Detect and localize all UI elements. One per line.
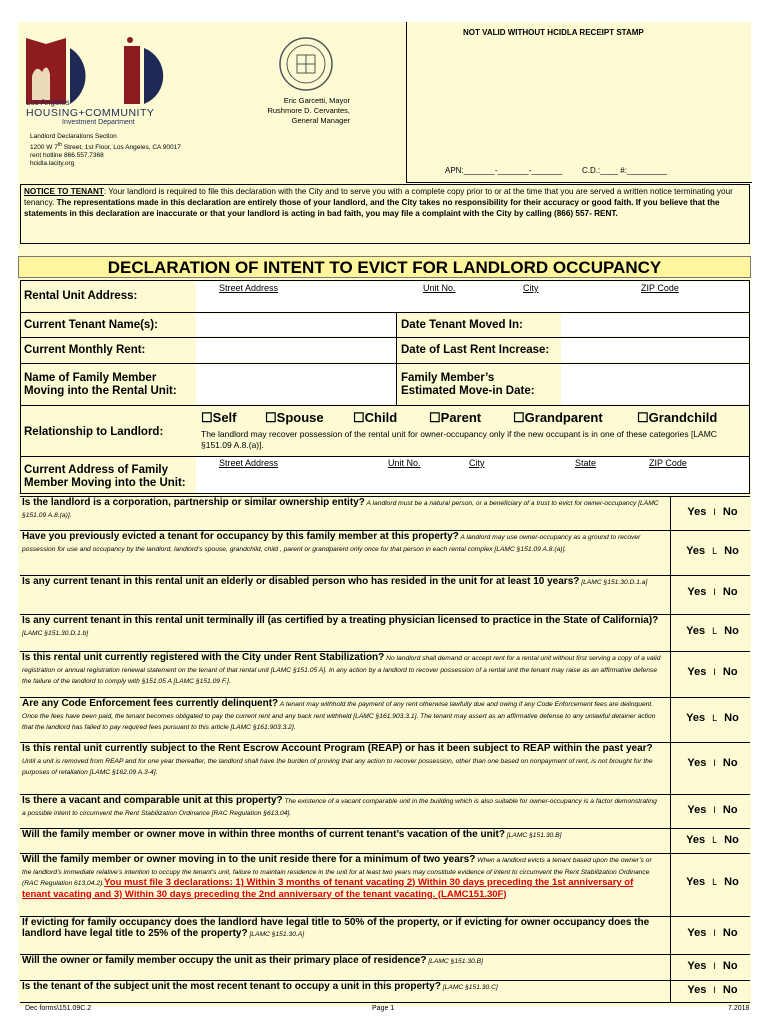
- yes-option[interactable]: Yes: [687, 757, 707, 769]
- no-option[interactable]: No: [722, 506, 738, 518]
- city-seal-icon: [278, 36, 334, 92]
- current-address-label: Current Address of Family Member Moving into the Unit:: [24, 464, 186, 489]
- yes-no-checkbox[interactable]: I: [713, 507, 716, 517]
- department-address: [30, 133, 181, 168]
- question-row: [20, 980, 750, 1002]
- yes-no-choice: [675, 876, 750, 888]
- yes-option[interactable]: Yes: [687, 984, 707, 996]
- date-moved-in-field[interactable]: [561, 314, 749, 336]
- question-note: A tenant may withhold the payment of any rent otherwise lawfully due and owing if any Code Enforcement fees are delinquent. Once the fees have been paid, the tenant becomes obligated to pay the current rent and any back rent withheld [LAMC §161.903.3.1]. The tenant may assert as an affirmative defense to any unlawful detainer action that the landlord has failed to pay required fees pursuant to this article [LAMC §161.903.3.2].: [22, 701, 656, 731]
- question-text: [22, 796, 662, 819]
- no-option[interactable]: No: [724, 545, 739, 557]
- question-text: [22, 577, 662, 589]
- yes-no-choice: [675, 834, 750, 846]
- no-option[interactable]: No: [722, 984, 738, 996]
- relationship-label: Relationship to Landlord:: [24, 426, 164, 438]
- question-label: Is the tenant of the subject unit the most recent tenant to occupy a unit in this property?: [22, 981, 441, 992]
- yes-option[interactable]: Yes: [686, 545, 706, 557]
- yes-option[interactable]: Yes: [687, 586, 707, 598]
- yes-no-checkbox[interactable]: L: [712, 713, 718, 723]
- question-row: [20, 916, 750, 954]
- question-note: [LAMC §151.30.B]: [426, 958, 483, 965]
- relationship-child-checkbox[interactable]: ☐Child: [353, 410, 398, 425]
- notice-to-tenant: [20, 184, 750, 244]
- question-note: [LAMC §151.30.A]: [247, 930, 305, 938]
- yes-no-checkbox[interactable]: I: [713, 805, 716, 815]
- zip-code-sublabel: ZIP Code: [641, 283, 679, 293]
- yes-no-choice: [675, 506, 750, 518]
- question-text: [22, 830, 662, 842]
- relationship-grandparent-checkbox[interactable]: ☐Grandparent: [513, 410, 603, 425]
- street-address-line: 1200 W 7th Street, 1st Floor, Los Angeles, CA 90017: [30, 142, 181, 152]
- question-row: [20, 651, 750, 697]
- unit-no-sublabel: Unit No.: [423, 283, 456, 293]
- logo-line2: HOUSING+COMMUNITY: [26, 107, 155, 119]
- yes-no-choice: [675, 984, 750, 996]
- last-rent-increase-field[interactable]: [561, 338, 749, 362]
- question-text: [22, 956, 662, 968]
- question-note: No landlord shall demand or accept rent for a rental unit without first serving a copy of a valid registration or annual registration renewal statement on the tenant of that rental unit [LAMC §151.05 A]. In any action by a landlord to recover possession of a rental unit the tenant may raise as an affirmative defense the failure of the landlord to comply with §151.05 A [LAMC §151.09 F.].: [22, 655, 661, 685]
- street-address-sublabel-2: Street Address: [219, 458, 279, 468]
- question-label: Is any current tenant in this rental unit terminally ill (as certified by a treating physician licensed to practice in the State of California)?: [22, 615, 659, 626]
- question-text: [22, 498, 662, 521]
- state-sublabel: State: [575, 458, 597, 468]
- footer-date: 7.2018: [728, 1005, 750, 1012]
- relationship-self-checkbox[interactable]: ☐Self: [201, 410, 237, 425]
- yes-no-choice: [675, 804, 750, 816]
- yes-no-checkbox[interactable]: I: [713, 928, 716, 938]
- question-text: [22, 855, 662, 900]
- stamp-note: NOT VALID WITHOUT HCIDLA RECEIPT STAMP: [463, 28, 644, 37]
- yes-no-checkbox[interactable]: L: [712, 877, 718, 887]
- question-label: Have you previously evicted a tenant for occupancy by this family member at this property?: [22, 531, 459, 542]
- yes-no-checkbox[interactable]: I: [713, 587, 716, 597]
- page-title: DECLARATION OF INTENT TO EVICT FOR LANDLORD OCCUPANCY: [18, 256, 751, 278]
- question-note: [LAMC §151.30.D.1.b]: [22, 629, 89, 637]
- question-label: Is this rental unit currently registered with the City under Rent Stabilization?: [22, 652, 385, 663]
- city-sublabel: City: [523, 283, 539, 293]
- no-option[interactable]: No: [724, 712, 739, 724]
- logo-line3: Investment Department: [62, 119, 135, 126]
- yes-option[interactable]: Yes: [687, 804, 707, 816]
- rent-hotline: rent hotline 866.557.7368: [30, 152, 104, 160]
- question-note: [LAMC §151.30.C]: [440, 984, 498, 991]
- question-text: [22, 982, 662, 994]
- question-label: Is there a vacant and comparable unit at this property?: [22, 795, 283, 806]
- family-member-name-field[interactable]: [196, 364, 396, 404]
- question-label: Will the family member or owner moving in to the unit reside there for a minimum of two years?: [22, 854, 476, 865]
- yes-no-choice: [675, 712, 750, 724]
- family-member-label: Name of Family Member Moving into the Rental Unit:: [24, 372, 177, 397]
- question-text: [22, 918, 662, 940]
- yes-option[interactable]: Yes: [687, 506, 707, 518]
- apn-field[interactable]: APN:_______-_______-_______: [445, 166, 563, 175]
- no-option[interactable]: No: [724, 876, 739, 888]
- question-text: [22, 616, 662, 639]
- yes-no-choice: [675, 757, 750, 769]
- question-row: [20, 614, 750, 651]
- question-row: [20, 742, 750, 794]
- section-name: Landlord Declarations Section: [30, 133, 117, 140]
- yes-no-choice: [675, 927, 750, 939]
- no-option[interactable]: No: [722, 666, 738, 678]
- cd-field[interactable]: C.D.:____ #:_________: [582, 166, 667, 175]
- relationship-parent-checkbox[interactable]: ☐Parent: [429, 410, 482, 425]
- yes-no-choice: [675, 586, 750, 598]
- question-note: A landlord may use owner-occupancy as a ground to recover possession for use and occupancy by the landlord, landlord’s spouse, grandchild, child , parent or grandparent only once for that person in each rental complex [LAMC §151.09 A.8.(a)].: [22, 534, 641, 553]
- yes-no-choice: [675, 625, 750, 637]
- no-option[interactable]: No: [722, 586, 738, 598]
- yes-no-choice: [675, 545, 750, 557]
- question-label: Is the landlord is a corporation, partnership or similar ownership entity?: [22, 497, 365, 508]
- yes-no-checkbox[interactable]: L: [712, 546, 718, 556]
- yes-no-checkbox[interactable]: L: [712, 835, 718, 845]
- monthly-rent-field[interactable]: [196, 338, 396, 362]
- monthly-rent-label: Current Monthly Rent:: [24, 344, 146, 356]
- question-note: [LAMC §151.30.B]: [504, 832, 562, 839]
- notice-lead: NOTICE TO TENANT: [24, 187, 104, 196]
- question-label: Will the owner or family member occupy the unit as their primary place of residence?: [22, 955, 427, 966]
- yes-option[interactable]: Yes: [686, 834, 706, 846]
- question-label: If evicting for family occupancy does the landlord have legal title to 50% of the property, or if evicting for owner occupancy does the landlord have legal title to 25% of the property?: [22, 917, 650, 939]
- move-in-date-label: Family Member’s Estimated Move-in Date:: [401, 372, 535, 397]
- question-text: [22, 699, 662, 734]
- question-row: [20, 575, 750, 614]
- yes-option[interactable]: Yes: [687, 927, 707, 939]
- hcidla-logo-graphic: [24, 36, 184, 106]
- question-note: [LAMC §151.30.D.1.a]: [579, 579, 648, 586]
- question-row: [20, 496, 750, 530]
- date-moved-in-label: Date Tenant Moved In:: [401, 319, 523, 331]
- zip-code-sublabel-2: ZIP Code: [649, 458, 687, 468]
- notice-text1: : Your landlord is required to file this declaration with the City and to serve you with a complete copy prior to or at the time that you are served a written notice terminating your tenancy.: [24, 187, 733, 207]
- question-row: [20, 530, 750, 575]
- question-row: [20, 828, 750, 853]
- unit-no-sublabel-2: Unit No.: [388, 458, 421, 468]
- yes-option[interactable]: Yes: [686, 876, 706, 888]
- yes-option[interactable]: Yes: [686, 712, 706, 724]
- mayor: Eric Garcetti, Mayor: [283, 96, 350, 105]
- footer-page-number: Page 1: [372, 1005, 395, 1012]
- question-note: When a landlord evicts a tenant based upon the owner’s or the landlord’s immediate relative’s intention to occupy the tenant’s unit, failure to maintain residence in the unit for at least two years may constitute evidence of intent to circumvent the Rent Stabilization Ordinance (RAC Regulation 613.04.2).: [22, 857, 652, 887]
- question-text: [22, 532, 662, 555]
- logo-line1: Los Angeles: [26, 98, 70, 107]
- no-option[interactable]: No: [722, 757, 738, 769]
- question-text: [22, 744, 662, 779]
- question-label: Will the family member or owner move in within three months of current tenant’s vacation of the unit?: [22, 829, 505, 840]
- manager-title: General Manager: [291, 116, 350, 125]
- yes-no-choice: [675, 666, 750, 678]
- relationship-note: The landlord may recover possession of the rental unit for owner-occupancy only if the new occupant is in one of these categories [LAMC §151.09 A.8.(a)].: [201, 429, 717, 450]
- yes-no-checkbox[interactable]: I: [713, 985, 716, 995]
- last-rent-increase-label: Date of Last Rent Increase:: [401, 344, 550, 356]
- website: hcidla.lacity.org: [30, 160, 75, 168]
- relationship-grandchild-checkbox[interactable]: ☐Grandchild: [637, 410, 718, 425]
- question-row: [20, 794, 750, 828]
- question-label: Are any Code Enforcement fees currently delinquent?: [22, 698, 279, 709]
- filing-requirement-note: You must file 3 declarations: 1) Within 3 months of tenant vacating 2) Within 30 days preceding the 1st anniversary of tenant vacating and 3) Within 30 days preceding the 2nd anniversary of the tenant vacating. (LAMC151.30F): [22, 877, 634, 900]
- receipt-stamp-area: [406, 22, 752, 183]
- yes-no-checkbox[interactable]: I: [713, 961, 716, 971]
- tenant-names-field[interactable]: [196, 314, 396, 336]
- footer-form-id: Dec forms\151.09C.2: [25, 1005, 92, 1012]
- question-label: Is any current tenant in this rental unit an elderly or disabled person who has resided in the unit for at least 10 years?: [22, 576, 580, 587]
- yes-option[interactable]: Yes: [687, 960, 707, 972]
- notice-text2: The representations made in this declaration are entirely those of your landlord, and the City takes no responsibility for their accuracy or good faith. If you believe that the statements in this declaration are inaccurate or that your landlord is acting in bad faith, you may file a complaint with the City by calling (866) 557- RENT.: [24, 198, 720, 218]
- question-text: [22, 653, 662, 688]
- question-note: Until a unit is removed from REAP and for one year thereafter, the landlord shall have the burden of proving that any action to recover possession, other than one based on nonpayment of rent, is not brought for the purposes of retaliation [LAMC §162.09 A.3-4].: [22, 757, 653, 776]
- question-row: [20, 954, 750, 980]
- question-row: [20, 853, 750, 916]
- rental-unit-address-label: Rental Unit Address:: [24, 290, 138, 302]
- question-note: A landlord must be a natural person, or a beneficiary of a trust to evict for owner-occupancy [LAMC §151.09 A.8.(a)].: [22, 500, 659, 519]
- city-sublabel-2: City: [469, 458, 485, 468]
- yes-option[interactable]: Yes: [686, 625, 706, 637]
- no-option[interactable]: No: [722, 960, 738, 972]
- yes-no-checkbox[interactable]: L: [712, 626, 718, 636]
- yes-no-checkbox[interactable]: I: [713, 667, 716, 677]
- yes-no-checkbox[interactable]: I: [713, 758, 716, 768]
- current-tenant-names-label: Current Tenant Name(s):: [24, 319, 158, 331]
- no-option[interactable]: No: [722, 804, 738, 816]
- hcidla-logo: [24, 36, 184, 126]
- manager-name: Rushmore D. Cervantes,: [267, 106, 350, 115]
- question-row: [20, 697, 750, 742]
- street-address-sublabel: Street Address: [219, 283, 279, 293]
- no-option[interactable]: No: [724, 625, 739, 637]
- relationship-spouse-checkbox[interactable]: ☐Spouse: [265, 410, 324, 425]
- question-label: Is this rental unit currently subject to the Rent Escrow Account Program (REAP) or has it been subject to REAP within the past year?: [22, 743, 653, 754]
- declaration-form: [20, 280, 750, 494]
- no-option[interactable]: No: [722, 927, 738, 939]
- question-note: The existence of a vacant comparable unit in the building which is also suitable for owner-occupancy is a factor demonstrating a possible intent to circumvent the Rent Stabilization Ordinance [RAC Regulation §613.04].: [22, 798, 657, 817]
- move-in-date-field[interactable]: [561, 364, 749, 404]
- no-option[interactable]: No: [724, 834, 739, 846]
- officials-block: [230, 96, 350, 126]
- yes-option[interactable]: Yes: [687, 666, 707, 678]
- yes-no-choice: [675, 960, 750, 972]
